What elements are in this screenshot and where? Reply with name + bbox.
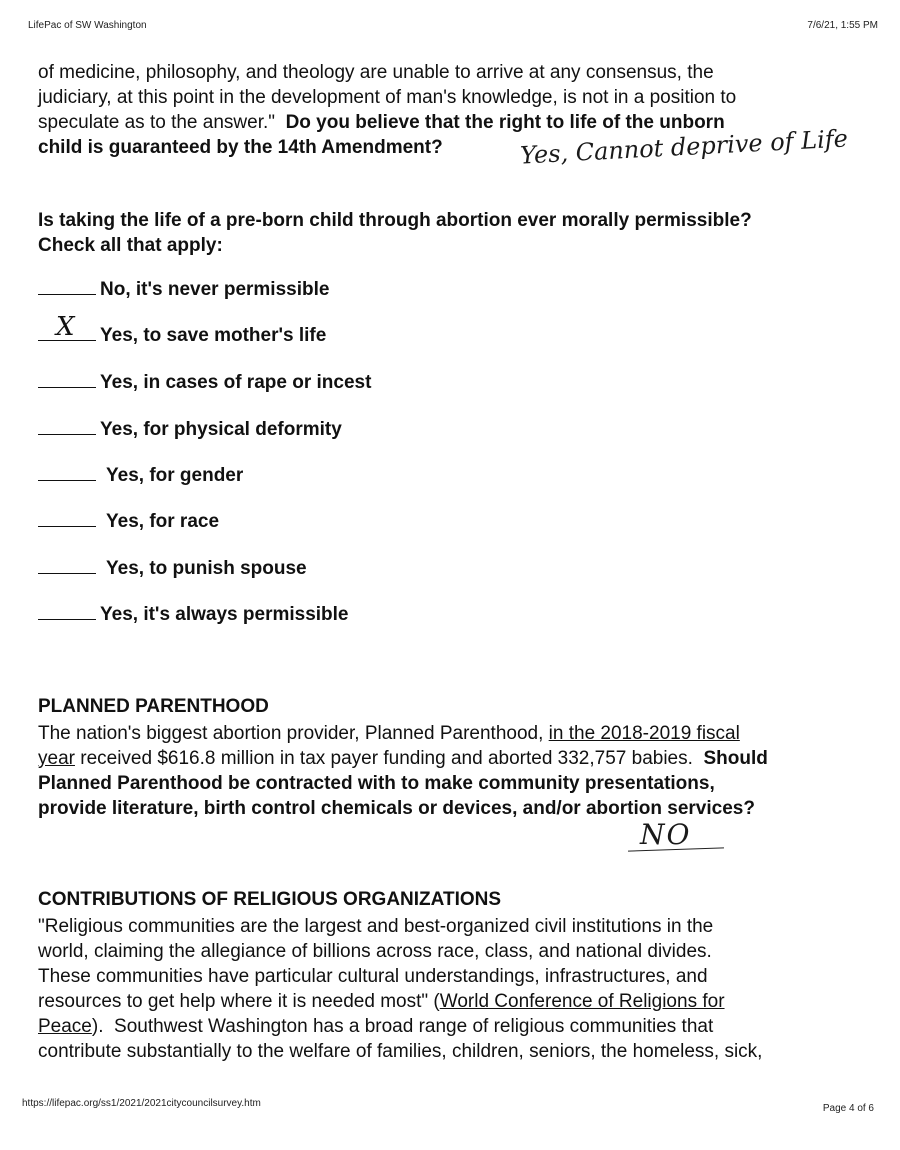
handwritten-x-mark: X <box>56 312 75 342</box>
checkbox-blank[interactable] <box>38 420 96 435</box>
religious-line-5: Peace). Southwest Washington has a broad range of religious communities that <box>38 1016 714 1037</box>
intro-question-part-1: Do you believe that the right to life of the unborn <box>285 112 725 133</box>
footer-url: https://lifepac.org/ss1/2021/2021citycouncilsurvey.htm <box>22 1098 261 1109</box>
pp-fiscal-year-link-cont[interactable]: year <box>38 748 75 769</box>
option-race: Yes, for race <box>38 511 219 533</box>
pp-line-1: The nation's biggest abortion provider, Planned Parenthood, in the 2018-2019 fiscal <box>38 723 740 744</box>
header-timestamp: 7/6/21, 1:55 PM <box>807 20 878 31</box>
checkbox-blank-checked[interactable] <box>38 312 96 342</box>
question-line-1: Is taking the life of a pre-born child through abortion ever morally permissible? <box>38 210 752 231</box>
question-morally-permissible <box>38 208 878 258</box>
checkbox-blank[interactable] <box>38 559 96 574</box>
checkbox-blank[interactable] <box>38 466 96 481</box>
intro-line-2: judiciary, at this point in the development of man's knowledge, is not in a position to <box>38 87 737 108</box>
religious-line-1: "Religious communities are the largest and best-organized civil institutions in the <box>38 916 714 937</box>
intro-line-1: of medicine, philosophy, and theology are unable to arrive at any consensus, the <box>38 62 714 83</box>
option-always-permissible: Yes, it's always permissible <box>38 604 349 626</box>
religious-line-3: These communities have particular cultural understandings, infrastructures, and <box>38 966 708 987</box>
checkbox-blank[interactable] <box>38 512 96 527</box>
pp-line-2: year received $616.8 million in tax payer funding and aborted 332,757 babies. Should <box>38 748 768 769</box>
pp-question-line-2: provide literature, birth control chemicals or devices, and/or abortion services? <box>38 798 755 819</box>
planned-parenthood-paragraph <box>38 721 878 821</box>
header-site-name: LifePac of SW Washington <box>28 20 147 31</box>
world-conference-link[interactable]: World Conference of Religions for <box>439 991 725 1012</box>
world-conference-link-cont[interactable]: Peace <box>38 1016 92 1037</box>
section-title-planned-parenthood: PLANNED PARENTHOOD <box>38 696 269 717</box>
checkbox-blank[interactable] <box>38 605 96 620</box>
pp-question-line-1: Planned Parenthood be contracted with to make community presentations, <box>38 773 715 794</box>
question-line-2: Check all that apply: <box>38 235 223 256</box>
religious-line-2: world, claiming the allegiance of billions across race, class, and national divides. <box>38 941 712 962</box>
section-title-religious-organizations: CONTRIBUTIONS OF RELIGIOUS ORGANIZATIONS <box>38 889 502 910</box>
pp-fiscal-year-link[interactable]: in the 2018-2019 fiscal <box>548 723 740 744</box>
intro-question-part-2: child is guaranteed by the 14th Amendment? <box>38 137 443 158</box>
handwritten-answer-planned-parenthood: NO <box>640 818 692 851</box>
handwritten-answer-14th-amendment: Yes, Cannot deprive of Life <box>519 124 849 170</box>
checkbox-blank[interactable] <box>38 373 96 388</box>
option-rape-or-incest: Yes, in cases of rape or incest <box>38 372 371 394</box>
checkbox-blank[interactable] <box>38 280 96 295</box>
option-save-mothers-life: X Yes, to save mother's life <box>38 325 326 347</box>
footer-page-number: Page 4 of 6 <box>822 1103 874 1114</box>
religious-line-4: resources to get help where it is needed most" (World Conference of Religions for <box>38 991 725 1012</box>
option-gender: Yes, for gender <box>38 465 243 487</box>
option-never-permissible: No, it's never permissible <box>38 279 329 301</box>
option-physical-deformity: Yes, for physical deformity <box>38 419 342 441</box>
religious-paragraph <box>38 914 878 1064</box>
option-punish-spouse: Yes, to punish spouse <box>38 558 307 580</box>
religious-line-6: contribute substantially to the welfare of families, children, seniors, the homeless, sick, <box>38 1041 763 1062</box>
intro-line-3-text: speculate as to the answer." <box>38 112 286 133</box>
